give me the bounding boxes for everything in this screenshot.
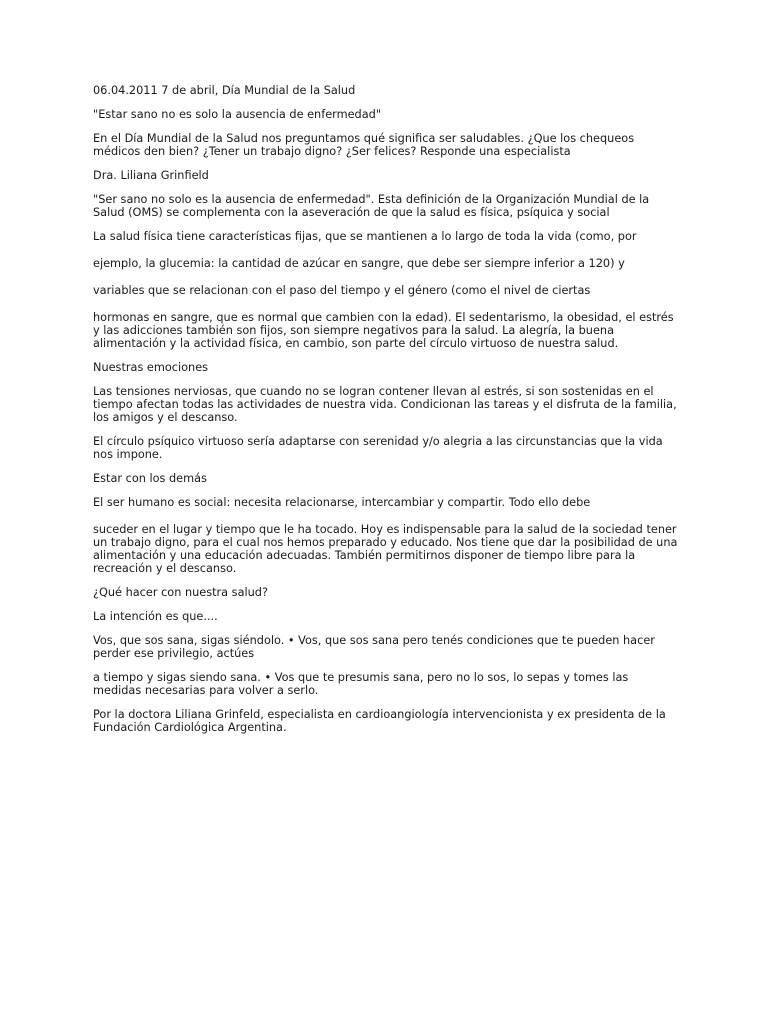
article-intro: En el Día Mundial de la Salud nos preguntamos qué significa ser saludables. ¿Que los chequeos médicos den bien? ¿Tener un trabajo digno? ¿Ser felices? Responde una especialista — [93, 132, 635, 158]
section-heading-what-to-do: ¿Qué hacer con nuestra salud? — [93, 586, 268, 599]
paragraph-advice-1: Vos, que sos sana, sigas siéndolo. • Vos, que sos sana pero tenés condiciones que te pueden hacer perder ese privilegio, actúes — [93, 634, 655, 660]
paragraph-psychic-circle: El círculo psíquico virtuoso sería adaptarse con serenidad y/o alegria a las circunstancias que la vida nos impone. — [93, 435, 663, 461]
paragraph-physical-health-1: La salud física tiene características fijas, que se mantienen a lo largo de toda la vida (como, por — [93, 230, 637, 243]
paragraph-social-2: suceder en el lugar y tiempo que le ha tocado. Hoy es indispensable para la salud de la sociedad tener un trabajo digno, para el cual nos hemos preparado y educado. Nos tiene que dar la posibilidad de una alimentación y una educación adecuadas. También permitirnos disponer de tiempo libre para la recreación y el descanso. — [93, 523, 678, 575]
paragraph-physical-health-3: variables que se relacionan con el paso del tiempo y el género (como el nivel de ciertas — [93, 284, 591, 297]
paragraph-intention: La intención es que.... — [93, 610, 218, 623]
paragraph-nervous-tension: Las tensiones nerviosas, que cuando no se logran contener llevan al estrés, si son sostenidas en el tiempo afectan todas las actividades de nuestra vida. Condicionan las tareas y el disfruta de la familia, los amigos y el descanso. — [93, 385, 677, 424]
paragraph-advice-2: a tiempo y sigas siendo sana. • Vos que te presumis sana, pero no lo sos, lo sepas y tomes las medidas necesarias para volver a serlo. — [93, 671, 629, 697]
paragraph-physical-health-2: ejemplo, la glucemia: la cantidad de azúcar en sangre, que debe ser siempre inferior a 120) y — [93, 257, 625, 270]
paragraph-physical-health-4: hormonas en sangre, que es normal que cambien con la edad). El sedentarismo, la obesidad, el estrés y las adicciones también son fijos, son siempre negativos para la salud. La alegría, la buena alimentación y la actividad física, en cambio, son parte del círculo virtuoso de nuestra salud. — [93, 311, 674, 350]
section-heading-emotions: Nuestras emociones — [93, 361, 209, 374]
article-title: "Estar sano no es solo la ausencia de enfermedad" — [93, 108, 382, 121]
article-body — [93, 84, 678, 745]
date-line: 06.04.2011 7 de abril, Día Mundial de la Salud — [93, 84, 356, 97]
section-heading-others: Estar con los demás — [93, 472, 207, 485]
paragraph-social-1: El ser humano es social: necesita relacionarse, intercambiar y compartir. Todo ello debe — [93, 496, 591, 509]
author-name: Dra. Liliana Grinfield — [93, 169, 209, 182]
author-credit: Por la doctora Liliana Grinfeld, especialista en cardioangiología intervencionista y ex presidenta de la Fundación Cardiológica Argentina. — [93, 708, 666, 734]
paragraph-oms-definition: "Ser sano no solo es la ausencia de enfermedad". Esta definición de la Organización Mundial de la Salud (OMS) se complementa con la aseveración de que la salud es física, psíquica y social — [93, 193, 650, 219]
